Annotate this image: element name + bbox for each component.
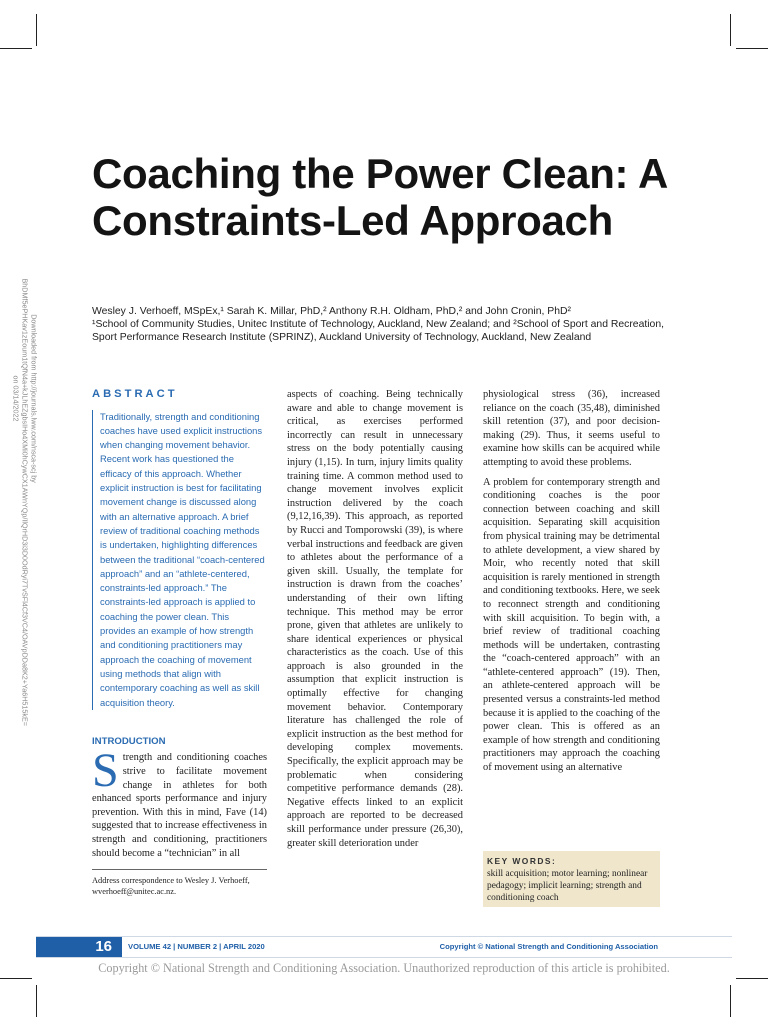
download-watermark: Downloaded from http://journals.lww.com/nsca-scj by BhDMf5ePHKav1zEoum1tQfN4a+kJLhEZgbsIHo4XMi0hCywCX1AWnYQp/IlQrHD3i3D0OdRyi7TvSFl4Cf3VC4/OAVpDDa8K2+Ya6H515kE= on 03/14/2022 <box>11 278 39 726</box>
keywords-text: skill acquisition; motor learning; nonlinear pedagogy; implicit learning; strength and conditioning coach <box>487 869 648 903</box>
crop-mark-top-left-h <box>0 48 32 49</box>
introduction-heading: INTRODUCTION <box>92 735 166 747</box>
keywords-heading: KEY WORDS: <box>487 856 557 866</box>
issue-info: VOLUME 42 | NUMBER 2 | APRIL 2020 <box>128 942 265 951</box>
article-title: Coaching the Power Clean: A Constraints-Led Approach <box>92 150 667 244</box>
footer-copyright: Copyright © National Strength and Conditioning Association <box>439 942 658 951</box>
abstract-text: Traditionally, strength and conditioning coaches have used explicit instructions when changing movement behavior. Recent work has questioned the efficacy of this approach. Whether explicit instruction is best for facilitating movement change is discussed along with an alternative approach. A brief review of traditional coaching methods is undertaken, highlighting differences between the traditional “coach-centered approach” and an “athlete-centered, constraints-led approach.” The constraints-led approach is applied to coaching the power clean. This provides an example of how strength and conditioning practitioners may approach the coaching of movement using methods that align with contemporary coaching as well as skill acquisition theory. <box>92 410 267 710</box>
column-3 <box>483 388 660 781</box>
introduction-text: trength and conditioning coaches strive to facilitate movement change in athletes for both enhanced sports performance and injury prevention. With this in mind, Fave (14) suggested that to increase effectiveness in strength and conditioning, practitioners should become a “technician” in all <box>92 752 267 859</box>
crop-mark-bottom-left <box>36 985 37 1017</box>
column-3-paragraph-1: physiological stress (36), increased reliance on the coach (35,48), diminished skill retention (37), and poor decision-making (29). Thus, it seems useful to examine how skills can be acquired while attempting to avoid these problems. <box>483 389 660 468</box>
author-block <box>92 305 672 345</box>
author-names: Wesley J. Verhoeff, MSpEx,¹ Sarah K. Millar, PhD,² Anthony R.H. Oldham, PhD,² and John Cronin, PhD² <box>92 306 571 317</box>
column-2 <box>287 388 463 856</box>
correspondence-note: Address correspondence to Wesley J. Verhoeff, wverhoeff@unitec.ac.nz. <box>92 869 267 897</box>
author-affiliations: ¹School of Community Studies, Unitec Institute of Technology, Auckland, New Zealand; and ²School of Sport and Recreation, Sport Performance Research Institute (SPRINZ), Auckland University of Technology, Auckland, New Zealand <box>92 319 664 344</box>
column-3-paragraph-2: A problem for contemporary strength and conditioning coaches is the poor connection between coaching and skill acquisition. Separating skill acquisition from physical training may be detrimental to athlete development, a view shared by Moir, who recently noted that skill acquisition is rarely mentioned in strength and conditioning textbooks. Here, we seek to reconnect strength and conditioning with skill acquisition. To begin with, a brief review of traditional coaching methods will be undertaken, contrasting the “coach-centered approach” with an “athlete-centered approach” (19). Then, an athlete-centered approach will be presented versus a constraints-led method because it is applied to the coaching of the power clean. This is offered as an example of how strength and conditioning practitioners may approach the coaching of movement using an alternative <box>483 476 660 774</box>
bottom-copyright-notice: Copyright © National Strength and Conditioning Association. Unauthorized reproduction of this article is prohibited. <box>98 961 670 975</box>
introduction-paragraph <box>92 744 267 860</box>
page-footer <box>36 936 732 958</box>
crop-mark-top-left <box>36 14 37 46</box>
column-1 <box>92 388 267 897</box>
drop-cap: S <box>92 744 119 798</box>
column-2-paragraph: aspects of coaching. Being technically aware and able to change movement is critical, as exercises performed incorrectly can result in unnecessary stress on the body potentially causing injury (1,15). In turn, injury limits quality training time. A common method used to change movement involves explicit instruction delivered by the coach (9,12,16,39). This approach, as reported by Rucci and Tomporowski (39), is where verbal instructions and feedback are given to athletes about the performance of a given skill. Usually, the template for instruction is drawn from the coaches’ understanding of their own lifting technique. This method may be error prone, given that athletes are unlikely to share identical experiences or physical characteristics as the coach. Use of this approach is also grounded in the assumption that explicit instruction is optimally effective for changing movement behavior. Contemporary literature has challenged the role of explicit instruction as the best method for developing complex movements. Specifically, the explicit approach may be problematic when considering competitive performance demands (28). Negative effects linked to an explicit approach are reported to be decreased skill performance under pressure (26,30), greater skill deterioration under <box>287 389 463 849</box>
crop-mark-top-right <box>730 14 731 46</box>
crop-mark-top-right-h <box>736 48 768 49</box>
crop-mark-bottom-right <box>730 985 731 1017</box>
keywords-box <box>483 851 660 907</box>
abstract-heading: ABSTRACT <box>92 388 178 400</box>
crop-mark-bottom-left-h <box>0 978 32 979</box>
crop-mark-bottom-right-h <box>736 978 768 979</box>
page-number: 16 <box>36 937 122 957</box>
